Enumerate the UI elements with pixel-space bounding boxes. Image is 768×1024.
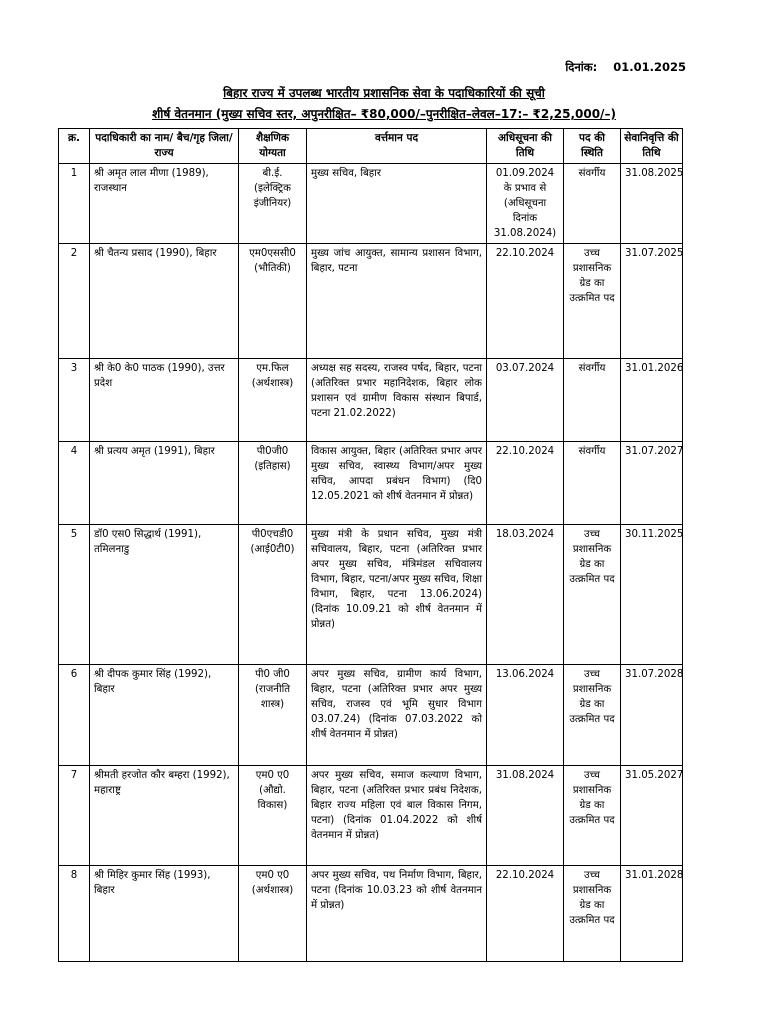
- cell-education: पी0 जी0 (राजनीति शास्त्र): [239, 665, 307, 766]
- table-row: [59, 665, 683, 766]
- cell-retirement: 30.11.2025: [621, 525, 683, 665]
- cell-status: संवर्गीय: [564, 359, 621, 442]
- cell-retirement: 31.05.2027: [621, 766, 683, 866]
- cell-sno: 1: [59, 164, 90, 244]
- table-row: [59, 525, 683, 665]
- cell-name: श्रीमती हरजोत कौर बम्हरा (1992), महाराष्ट्र: [90, 766, 239, 866]
- cell-status: उच्च प्रशासनिक ग्रेड का उत्क्रमित पद: [564, 866, 621, 962]
- cell-sno: 8: [59, 866, 90, 962]
- column-header-notification: अधिसूचना की तिथि: [487, 129, 564, 164]
- cell-sno: 2: [59, 244, 90, 359]
- cell-status: उच्च प्रशासनिक ग्रेड का उत्क्रमित पद: [564, 525, 621, 665]
- cell-education: एम0 ए0 (औद्यो. विकास): [239, 766, 307, 866]
- date-value: 01.01.2025: [613, 60, 686, 74]
- column-header-education: शैक्षणिक योग्यता: [239, 129, 307, 164]
- cell-retirement: 31.01.2028: [621, 866, 683, 962]
- cell-retirement: 31.01.2026: [621, 359, 683, 442]
- cell-status: उच्च प्रशासनिक ग्रेड का उत्क्रमित पद: [564, 244, 621, 359]
- cell-notification: 03.07.2024: [487, 359, 564, 442]
- cell-name: श्री प्रत्यय अमृत (1991), बिहार: [90, 442, 239, 525]
- cell-notification: 22.10.2024: [487, 442, 564, 525]
- column-header-name: पदाधिकारी का नाम/ बैच/गृह जिला/राज्य: [90, 129, 239, 164]
- cell-retirement: 31.08.2025: [621, 164, 683, 244]
- cell-post: अध्यक्ष सह सदस्य, राजस्व पर्षद, बिहार, पटना (अतिरिक्त प्रभार महानिदेशक, बिहार लोक प्रशासन एवं ग्रामीण विकास संस्थान बिपार्ड, पटना 21.02.2022): [307, 359, 487, 442]
- cell-name: श्री दीपक कुमार सिंह (1992), बिहार: [90, 665, 239, 766]
- table-row: [59, 164, 683, 244]
- cell-post: अपर मुख्य सचिव, समाज कल्याण विभाग, बिहार, पटना (अतिरिक्त प्रभार प्रबंध निदेशक, बिहार राज्य महिला एवं बाल विकास निगम, पटना) (दिनांक 01.04.2022 को शीर्ष वेतनमान में प्रोन्नत): [307, 766, 487, 866]
- cell-sno: 4: [59, 442, 90, 525]
- cell-name: श्री अमृत लाल मीणा (1989), राजस्थान: [90, 164, 239, 244]
- cell-name: श्री के0 के0 पाठक (1990), उत्तर प्रदेश: [90, 359, 239, 442]
- table-row: [59, 442, 683, 525]
- document-subtitle: शीर्ष वेतनमान (मुख्य सचिव स्तर, अपुनरीक्षित– ₹80,000/–पुनरीक्षित–लेवल–17:– ₹2,25,000/–): [152, 107, 616, 121]
- cell-notification: 22.10.2024: [487, 866, 564, 962]
- cell-retirement: 31.07.2028: [621, 665, 683, 766]
- cell-post: मुख्य मंत्री के प्रधान सचिव, मुख्य मंत्री सचिवालय, बिहार, पटना (अतिरिक्त प्रभार अपर मुख्य सचिव, मंत्रिमंडल सचिवालय विभाग, बिहार, पटना/अपर मुख्य सचिव, शिक्षा विभाग, बिहार, पटना 13.06.2024) (दिनांक 10.09.21 को शीर्ष वेतनमान में प्रोन्नत): [307, 525, 487, 665]
- cell-sno: 7: [59, 766, 90, 866]
- cell-notification: 31.08.2024: [487, 766, 564, 866]
- cell-notification: 18.03.2024: [487, 525, 564, 665]
- cell-status: उच्च प्रशासनिक ग्रेड का उत्क्रमित पद: [564, 766, 621, 866]
- cell-status: उच्च प्रशासनिक ग्रेड का उत्क्रमित पद: [564, 665, 621, 766]
- document-title: बिहार राज्य में उपलब्ध भारतीय प्रशासनिक सेवा के पदाधिकारियों की सूची: [223, 86, 545, 100]
- officers-table: [58, 128, 683, 962]
- date-line: [0, 60, 686, 75]
- cell-notification: 01.09.2024 के प्रभाव से (अधिसूचना दिनांक 31.08.2024): [487, 164, 564, 244]
- cell-notification: 13.06.2024: [487, 665, 564, 766]
- column-header-retirement: सेवानिवृत्ति की तिथि: [621, 129, 683, 164]
- cell-education: पी0जी0 (इतिहास): [239, 442, 307, 525]
- cell-post: विकास आयुक्त, बिहार (अतिरिक्त प्रभार अपर मुख्य सचिव, स्वास्थ्य विभाग/अपर मुख्य सचिव, आपदा प्रबंधन विभाग) (दि0 12.05.2021 को शीर्ष वेतनमान में प्रोन्नत): [307, 442, 487, 525]
- cell-name: श्री चैतन्य प्रसाद (1990), बिहार: [90, 244, 239, 359]
- cell-education: एम0एससी0 (भौतिकी): [239, 244, 307, 359]
- cell-education: बी.ई. (इलेक्ट्रिक इंजीनियर): [239, 164, 307, 244]
- cell-sno: 3: [59, 359, 90, 442]
- column-header-status: पद की स्थिति: [564, 129, 621, 164]
- cell-education: एम.फिल (अर्थशास्त्र): [239, 359, 307, 442]
- cell-name: डॉ0 एस0 सिद्धार्थ (1991), तमिलनाडु: [90, 525, 239, 665]
- table-row: [59, 359, 683, 442]
- table-header-row: [59, 129, 683, 164]
- cell-education: एम0 ए0 (अर्थशास्त्र): [239, 866, 307, 962]
- cell-post: अपर मुख्य सचिव, पथ निर्माण विभाग, बिहार, पटना (दिनांक 10.03.23 को शीर्ष वेतनमान में प्रोन्नत): [307, 866, 487, 962]
- cell-sno: 6: [59, 665, 90, 766]
- column-header-sno: क्र.: [59, 129, 90, 164]
- cell-retirement: 31.07.2027: [621, 442, 683, 525]
- table-row: [59, 766, 683, 866]
- date-label: दिनांक:: [565, 60, 598, 74]
- cell-education: पी0एचडी0 (आई0टी0): [239, 525, 307, 665]
- cell-name: श्री मिहिर कुमार सिंह (1993), बिहार: [90, 866, 239, 962]
- cell-post: मुख्य सचिव, बिहार: [307, 164, 487, 244]
- cell-retirement: 31.07.2025: [621, 244, 683, 359]
- table-row: [59, 244, 683, 359]
- cell-notification: 22.10.2024: [487, 244, 564, 359]
- cell-post: अपर मुख्य सचिव, ग्रामीण कार्य विभाग, बिहार, पटना (अतिरिक्त प्रभार अपर मुख्य सचिव, राजस्व एवं भूमि सुधार विभाग 03.07.24) (दिनांक 07.03.2022 को शीर्ष वेतनमान में प्रोन्नत): [307, 665, 487, 766]
- cell-status: संवर्गीय: [564, 442, 621, 525]
- cell-sno: 5: [59, 525, 90, 665]
- table-row: [59, 866, 683, 962]
- column-header-post: वर्त्तमान पद: [307, 129, 487, 164]
- cell-post: मुख्य जांच आयुक्त, सामान्य प्रशासन विभाग, बिहार, पटना: [307, 244, 487, 359]
- cell-status: संवर्गीय: [564, 164, 621, 244]
